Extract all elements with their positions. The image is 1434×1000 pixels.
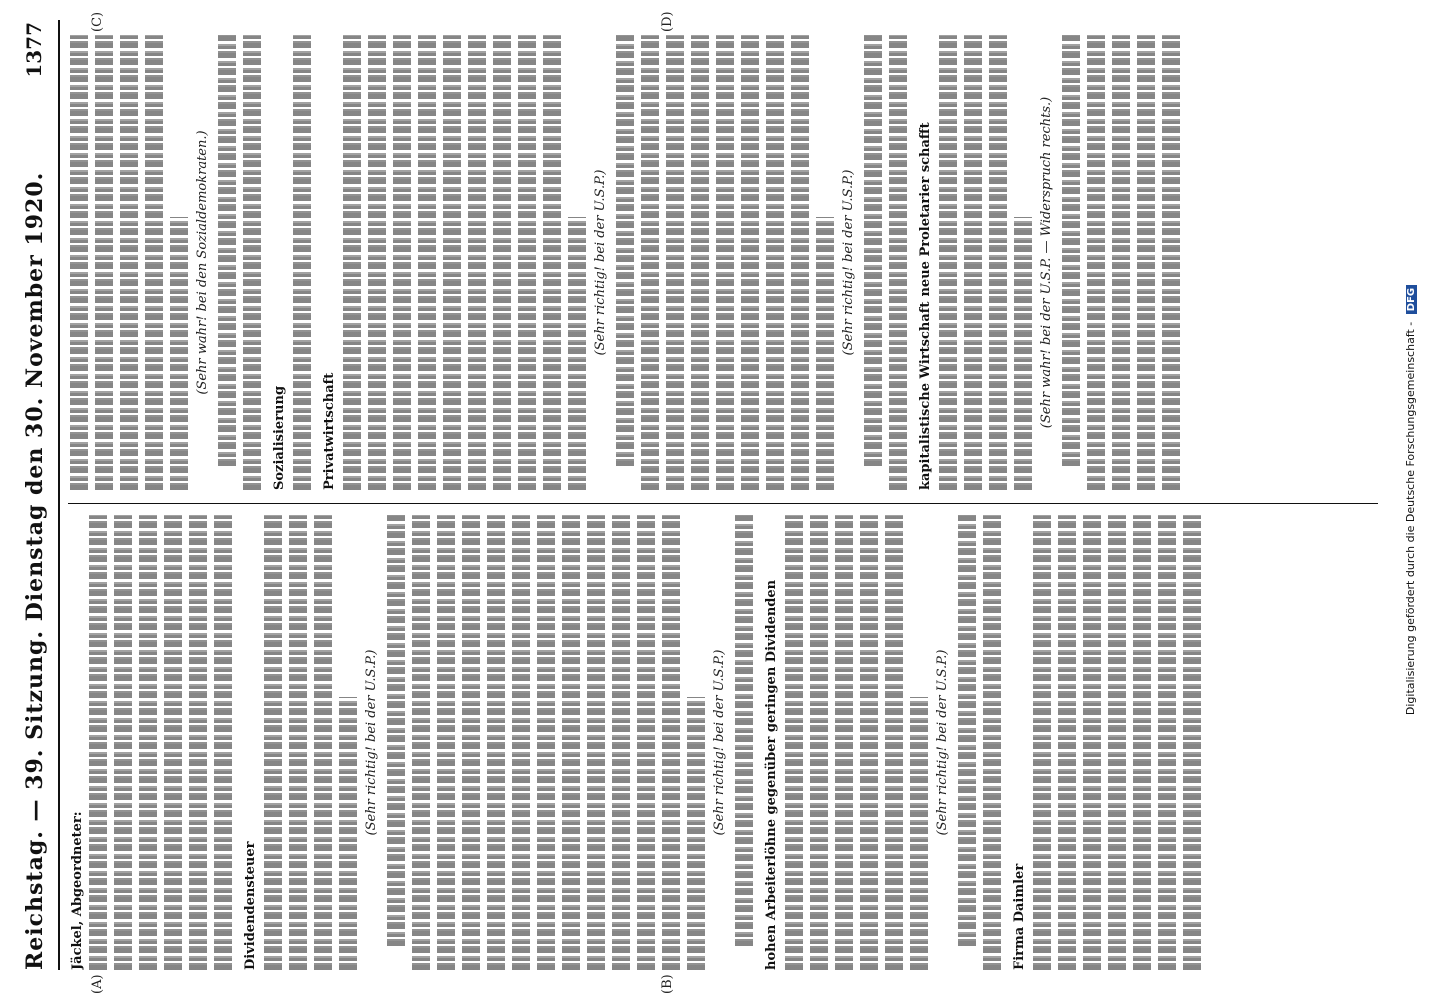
emphasis-term: Dividendensteuer xyxy=(243,841,258,970)
text-line xyxy=(662,515,680,970)
text-line xyxy=(1062,35,1080,466)
text-line xyxy=(114,515,132,970)
text-line xyxy=(437,515,455,970)
text-line xyxy=(1083,515,1101,970)
emphasis-term: neue Proletarier schafft xyxy=(918,122,933,297)
text-line xyxy=(145,35,163,490)
text-line xyxy=(314,515,332,970)
text-line xyxy=(666,35,684,490)
text-line xyxy=(443,35,461,490)
text-line xyxy=(339,697,357,970)
text-line xyxy=(637,515,655,970)
text-line xyxy=(885,515,903,970)
text-line xyxy=(70,35,88,490)
interjection: (Sehr wahr! bei den Sozialdemokraten.) xyxy=(195,130,210,395)
right-text-column xyxy=(70,35,1370,490)
text-line xyxy=(412,515,430,970)
footer-credit: Digitalisierung gefördert durch die Deutsche Forschungsgemeinschaft - xyxy=(1404,321,1417,716)
text-line xyxy=(1058,515,1076,970)
text-line xyxy=(89,515,107,970)
dfg-logo: DFG xyxy=(1406,285,1417,314)
text-line xyxy=(864,35,882,466)
text-line xyxy=(958,515,976,946)
text-line xyxy=(368,35,386,490)
text-line xyxy=(243,35,261,490)
text-line xyxy=(164,515,182,970)
text-line xyxy=(120,35,138,490)
text-line xyxy=(518,35,536,490)
emphasis-term: Firma Daimler xyxy=(1012,863,1027,970)
text-line xyxy=(537,515,555,970)
text-line xyxy=(791,35,809,490)
text-line xyxy=(189,515,207,970)
text-line xyxy=(543,35,561,490)
header-rule xyxy=(58,20,60,970)
emphasis-term: Privatwirtschaft xyxy=(322,372,337,490)
text-line xyxy=(462,515,480,970)
emphasis-term: hohen Arbeiterlöhne gegenüber geringen Dividenden xyxy=(764,579,779,970)
text-line xyxy=(587,515,605,970)
text-line xyxy=(139,515,157,970)
text-line xyxy=(989,35,1007,490)
digitization-footer xyxy=(1404,8,1428,992)
text-line xyxy=(512,515,530,970)
text-line xyxy=(214,515,232,970)
text-line xyxy=(641,35,659,490)
text-line xyxy=(1087,35,1105,490)
text-line xyxy=(816,217,834,490)
text-line xyxy=(735,515,753,946)
interjection: (Sehr richtig! bei der U.S.P.) xyxy=(712,649,727,836)
left-text-column xyxy=(70,515,1370,970)
text-line xyxy=(741,35,759,490)
emphasis-term: kapitalistische Wirtschaft xyxy=(918,301,933,490)
text-line xyxy=(1162,35,1180,490)
column-divider xyxy=(68,503,1378,504)
text-line xyxy=(939,35,957,490)
text-line xyxy=(889,35,907,490)
emphasis-term: Sozialisierung xyxy=(272,385,287,490)
text-line xyxy=(860,515,878,970)
running-title: Reichstag. — 39. Sitzung. Dienstag den 30. November 1920. xyxy=(22,171,48,970)
text-line xyxy=(468,35,486,490)
interjection: (Sehr richtig! bei der U.S.P.) xyxy=(935,649,950,836)
text-line xyxy=(387,515,405,946)
text-line xyxy=(612,515,630,970)
text-line xyxy=(1108,515,1126,970)
text-line xyxy=(1183,515,1201,970)
text-line xyxy=(218,35,236,466)
text-line xyxy=(487,515,505,970)
speaker-name: Jäckel, Abgeordneter: xyxy=(70,811,85,970)
text-block xyxy=(70,35,1180,490)
text-line xyxy=(393,35,411,490)
interjection: (Sehr richtig! bei der U.S.P.) xyxy=(841,169,856,356)
text-line xyxy=(293,35,311,490)
interjection: (Sehr richtig! bei der U.S.P.) xyxy=(593,169,608,356)
page-number: 1377 xyxy=(22,22,46,78)
text-line xyxy=(418,35,436,490)
text-line xyxy=(616,35,634,466)
margin-mark-b: (B) xyxy=(660,974,675,994)
text-block xyxy=(89,515,1201,970)
page-header xyxy=(0,0,60,1000)
text-line xyxy=(716,35,734,490)
text-line xyxy=(95,35,113,490)
text-line xyxy=(983,515,1001,970)
text-line xyxy=(343,35,361,490)
text-line xyxy=(1014,217,1032,490)
text-line xyxy=(1158,515,1176,970)
footer-text xyxy=(1404,8,1417,992)
text-line xyxy=(785,515,803,970)
text-line xyxy=(562,515,580,970)
text-line xyxy=(1133,515,1151,970)
margin-mark-d: (D) xyxy=(660,11,675,32)
text-line xyxy=(493,35,511,490)
text-line xyxy=(835,515,853,970)
text-line xyxy=(568,217,586,490)
text-line xyxy=(289,515,307,970)
interjection: (Sehr wahr! bei der U.S.P. — Widerspruch rechts.) xyxy=(1039,96,1054,429)
text-line xyxy=(264,515,282,970)
text-line xyxy=(910,697,928,970)
text-line xyxy=(766,35,784,490)
text-line xyxy=(687,697,705,970)
text-line xyxy=(1112,35,1130,490)
text-line xyxy=(810,515,828,970)
margin-mark-a: (A) xyxy=(90,974,105,994)
text-line xyxy=(1137,35,1155,490)
text-line xyxy=(964,35,982,490)
interjection: (Sehr richtig! bei der U.S.P.) xyxy=(364,649,379,836)
text-line xyxy=(1033,515,1051,970)
text-line xyxy=(170,217,188,490)
margin-mark-c: (C) xyxy=(90,11,105,32)
text-line xyxy=(691,35,709,490)
